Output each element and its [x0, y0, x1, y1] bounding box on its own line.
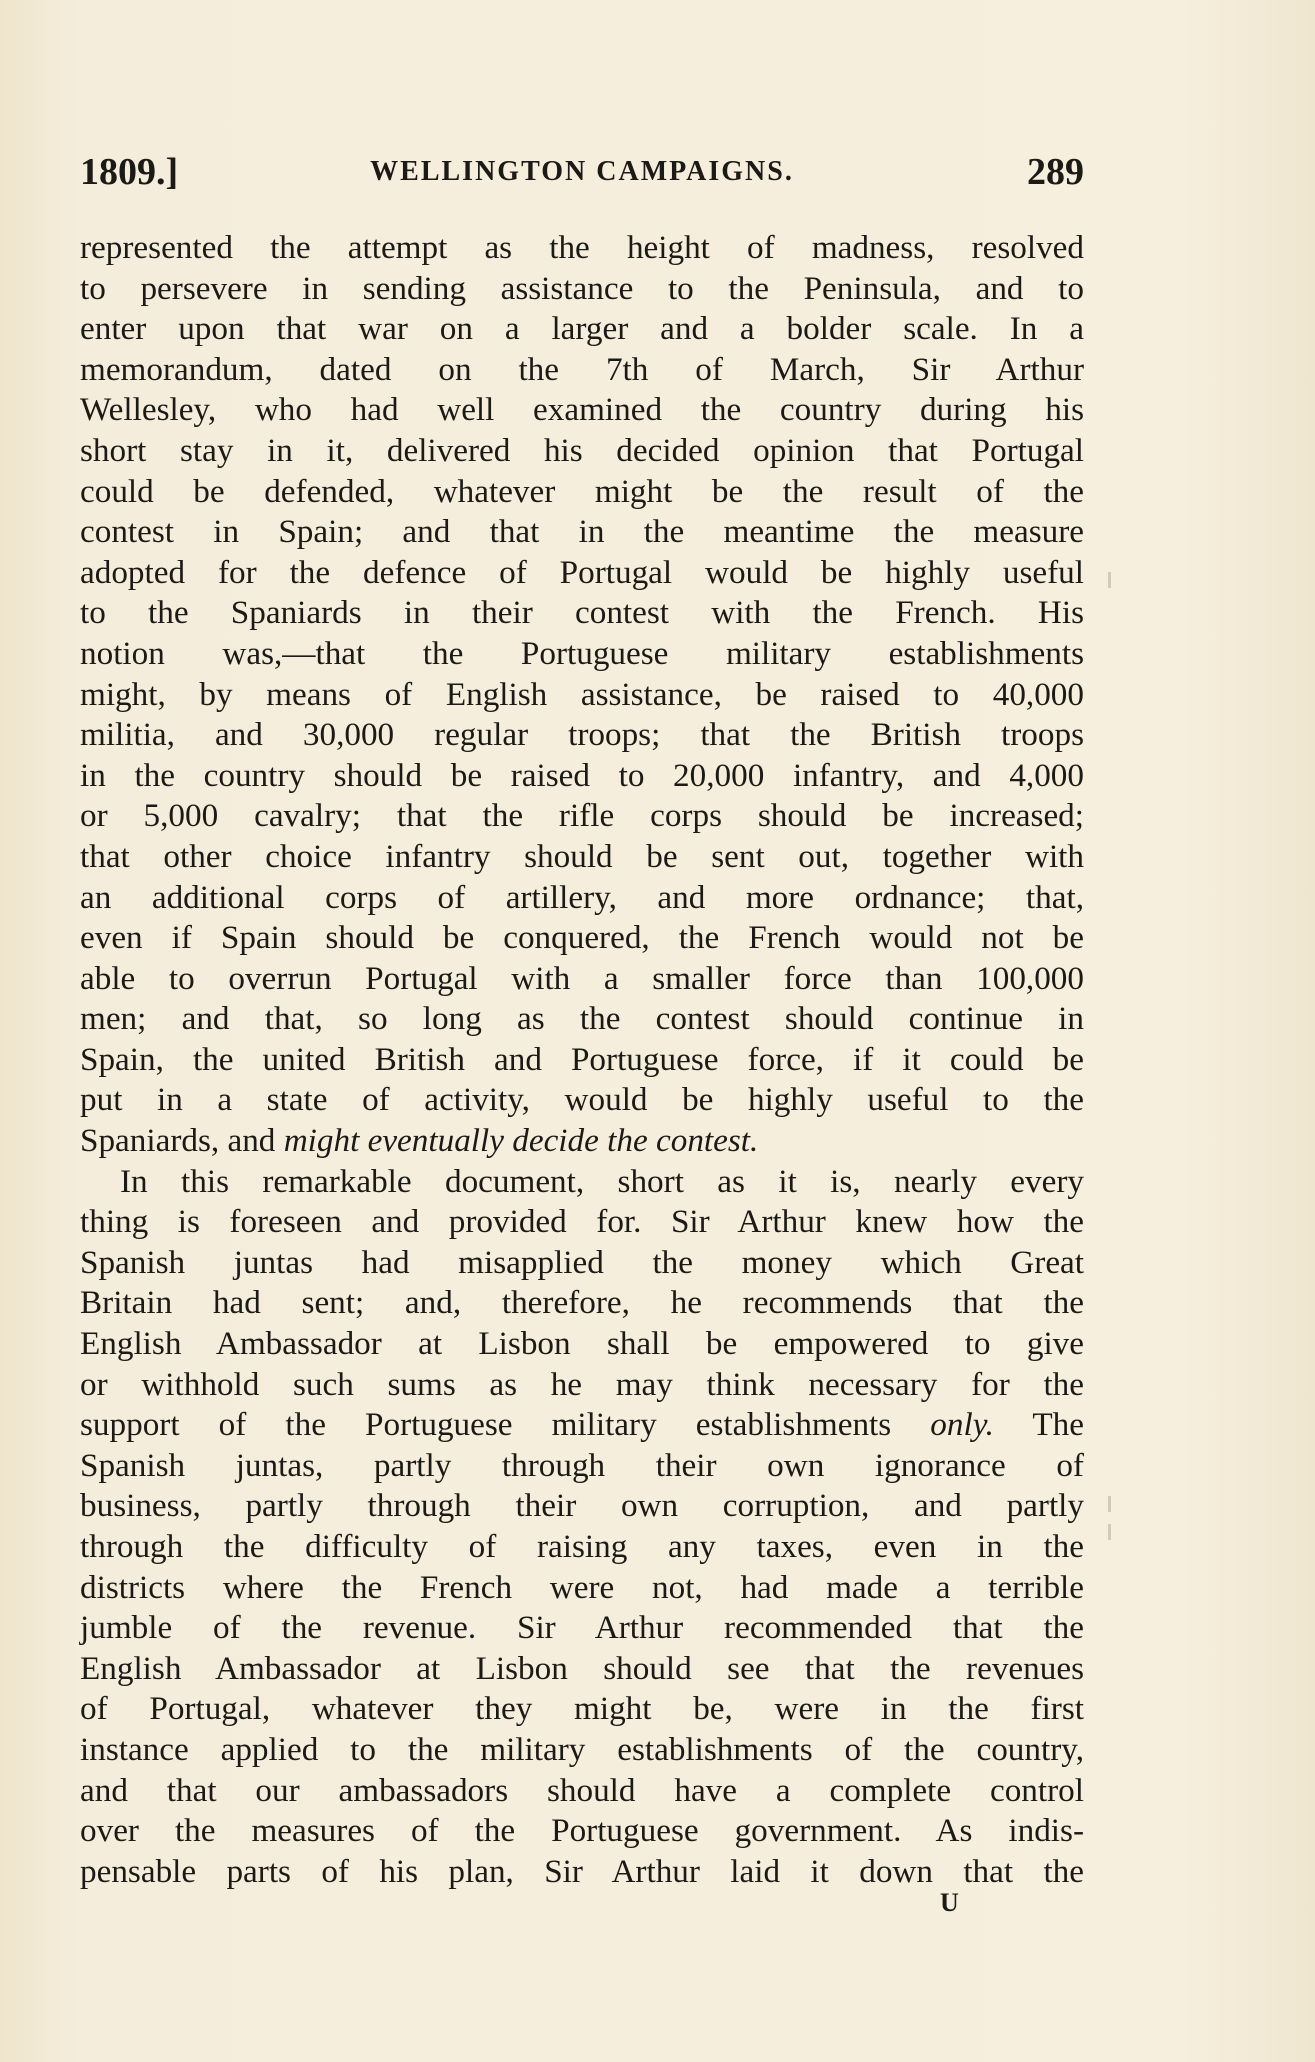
- text-line: enter upon that war on a larger and a bolder scale. In a: [80, 310, 1084, 348]
- page-number: 289: [1027, 151, 1084, 193]
- text-line: English Ambassador at Lisbon should see that the revenues: [80, 1649, 1084, 1687]
- text-run: Spaniards, and: [80, 1122, 284, 1160]
- text-line: thing is foreseen and provided for. Sir Arthur knew how the: [80, 1203, 1084, 1241]
- text-line: through the difficulty of raising any taxes, even in the: [80, 1528, 1084, 1565]
- text-line: or withhold such sums as he may think necessary for the: [80, 1365, 1084, 1403]
- text-line: Spain, the united British and Portuguese force, if it could be: [80, 1040, 1084, 1078]
- text-run: The: [993, 1406, 1084, 1444]
- italic-word: only.: [930, 1406, 994, 1444]
- text-line: of Portugal, whatever they might be, were in the first: [80, 1690, 1084, 1728]
- text-line: Spanish juntas, partly through their own ignorance of: [80, 1446, 1084, 1484]
- text-line-with-italic: [80, 1405, 1084, 1446]
- header-year: 1809.]: [80, 151, 179, 193]
- text-line: Spanish juntas had misapplied the money which Great: [80, 1243, 1084, 1281]
- text-line: over the measures of the Portuguese government. As indis-: [80, 1812, 1084, 1850]
- text-line: even if Spain should be conquered, the French would not be: [80, 919, 1084, 957]
- margin-speck: [1108, 572, 1111, 588]
- text-line: to persevere in sending assistance to the Peninsula, and to: [80, 269, 1084, 307]
- text-line: jumble of the revenue. Sir Arthur recommended that the: [80, 1609, 1084, 1647]
- text-line: militia, and 30,000 regular troops; that the British troops: [80, 716, 1084, 754]
- text-run: support of the Portuguese military establishments: [80, 1406, 931, 1444]
- body-text: [80, 228, 1084, 1892]
- text-line: able to overrun Portugal with a smaller force than 100,000: [80, 959, 1084, 997]
- text-line: districts where the French were not, had made a terrible: [80, 1568, 1084, 1606]
- text-line: in the country should be raised to 20,000 infantry, and 4,000: [80, 756, 1084, 794]
- text-line: adopted for the defence of Portugal would be highly useful: [80, 553, 1084, 591]
- text-line: contest in Spain; and that in the meantime the measure: [80, 513, 1084, 551]
- text-line: In this remarkable document, short as it is, nearly every: [120, 1162, 1084, 1200]
- text-line-with-italic: [80, 1121, 1084, 1162]
- italic-phrase: might eventually decide the contest.: [283, 1122, 759, 1160]
- text-line: instance applied to the military establishments of the country,: [80, 1730, 1084, 1768]
- text-line: to the Spaniards in their contest with the French. His: [80, 594, 1084, 632]
- running-header: [80, 150, 1084, 200]
- text-line: could be defended, whatever might be the result of the: [80, 472, 1084, 510]
- text-line: and that our ambassadors should have a complete control: [80, 1771, 1084, 1809]
- text-line: short stay in it, delivered his decided opinion that Portugal: [80, 431, 1084, 469]
- margin-speck: [1108, 1524, 1111, 1540]
- signature-mark: U: [940, 1888, 959, 1917]
- text-line: men; and that, so long as the contest should continue in: [80, 1000, 1084, 1038]
- text-line: Britain had sent; and, therefore, he recommends that the: [80, 1284, 1084, 1322]
- text-line: business, partly through their own corruption, and partly: [80, 1487, 1084, 1525]
- text-line: or 5,000 cavalry; that the rifle corps should be increased;: [80, 797, 1084, 835]
- margin-speck: [1108, 1496, 1111, 1512]
- text-line: memorandum, dated on the 7th of March, Sir Arthur: [80, 350, 1084, 388]
- text-line: put in a state of activity, would be highly useful to the: [80, 1081, 1084, 1119]
- text-line: represented the attempt as the height of madness, resolved: [80, 229, 1084, 266]
- text-line: Wellesley, who had well examined the country during his: [80, 391, 1084, 429]
- text-line: might, by means of English assistance, be raised to 40,000: [80, 675, 1084, 713]
- text-line: that other choice infantry should be sent out, together with: [80, 837, 1084, 875]
- header-title: WELLINGTON CAMPAIGNS.: [370, 156, 794, 187]
- text-line: notion was,—that the Portuguese military establishments: [80, 634, 1084, 672]
- text-line: pensable parts of his plan, Sir Arthur laid it down that the: [80, 1852, 1084, 1890]
- text-line: an additional corps of artillery, and more ordnance; that,: [80, 878, 1084, 916]
- text-line: English Ambassador at Lisbon shall be empowered to give: [80, 1325, 1084, 1363]
